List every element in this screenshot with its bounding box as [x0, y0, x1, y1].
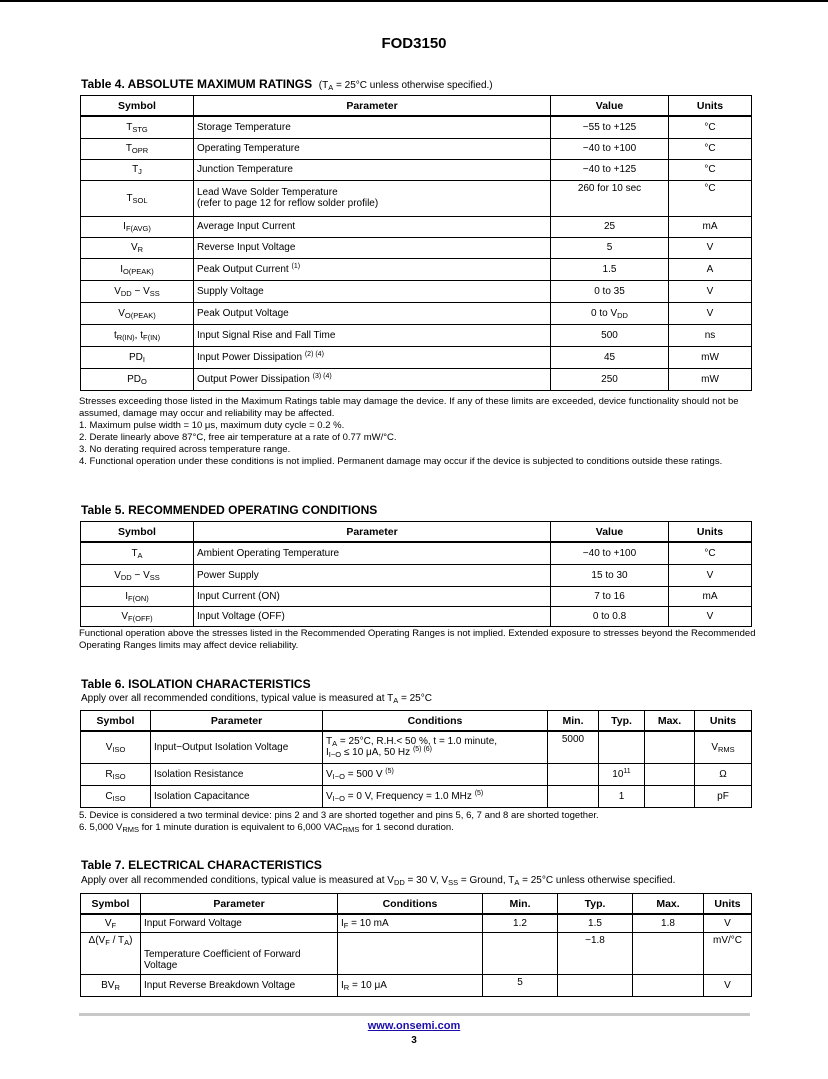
symbol-cell: $T_{OPR}$	[81, 138, 194, 159]
col-units: Units	[669, 96, 752, 117]
conditions-cell: $I_F = 10$ mA	[338, 914, 483, 932]
note-item: 3. No derating required across temperature range.	[79, 444, 291, 455]
symbol-cell: $V_{O(PEAK)}$	[81, 302, 194, 324]
table6-caption: Table 6. ISOLATION CHARACTERISTICS	[81, 677, 311, 691]
parameter-cell: Input Voltage (OFF)	[194, 606, 551, 626]
table5-note	[79, 628, 759, 652]
col-parameter: Parameter	[151, 711, 323, 732]
table-row	[81, 763, 752, 785]
max-cell	[645, 731, 695, 763]
typ-cell: $10^{11}$	[599, 763, 645, 785]
max-cell	[645, 763, 695, 785]
table-row	[81, 216, 752, 237]
table-row	[81, 280, 752, 302]
conditions-cell: $T_A = 25^\circ C$, R.H.< 50 %, t = 1.0 minute, $I_{I-O} \le 10$ μA, 50 Hz $^{(5) (6)}$	[323, 731, 548, 763]
footer-rule	[79, 1013, 750, 1016]
symbol-cell: $T_{STG}$	[81, 116, 194, 138]
value-cell: 0 to 0.8	[551, 606, 669, 626]
value-cell: 7 to 16	[551, 586, 669, 606]
table7-apply-note: Apply over all recommended conditions, typical value is measured at $V_{DD} = 30$ V, $V_{SS}$ = Ground, $T_A = 25^\circ C$ unless otherwise specified.	[81, 875, 676, 887]
value-cell: −40 to +100	[551, 138, 669, 159]
stress-note: Stresses exceeding those listed in the Maximum Ratings table may damage the device. If any of these limits are exceeded, device functionality should not be assumed, damage may occur and reliability may be affected.	[79, 396, 739, 419]
value-cell: 5	[551, 237, 669, 258]
col-min: Min.	[548, 711, 599, 732]
min-cell	[548, 763, 599, 785]
units-cell: V	[669, 564, 752, 586]
max-cell	[633, 932, 704, 974]
value-cell: 15 to 30	[551, 564, 669, 586]
symbol-cell: $I_{F(ON)}$	[81, 586, 194, 606]
units-cell: °C	[669, 159, 752, 180]
col-conditions: Conditions	[338, 894, 483, 915]
note-item: 4. Functional operation under these conditions is not implied. Permanent damage may occur if the device is subjected to conditions outside these ratings.	[79, 456, 723, 467]
note-item: 6. 5,000 $V_{RMS}$ for 1 minute duration is equivalent to 6,000 $VAC_{RMS}$ for 1 second duration.	[79, 822, 454, 834]
typ-cell	[558, 974, 633, 996]
units-cell: V	[704, 914, 752, 932]
table-row	[81, 785, 752, 807]
document-title: FOD3150	[381, 35, 447, 52]
table-row	[81, 346, 752, 368]
units-cell: mA	[669, 586, 752, 606]
value-cell: −40 to +100	[551, 542, 669, 564]
parameter-cell: Input−Output Isolation Voltage	[151, 731, 323, 763]
table-row	[81, 138, 752, 159]
note-item: 2. Derate linearly above 87°C, free air temperature at a rate of 0.77 mW/°C.	[79, 432, 397, 443]
table4-notes	[79, 396, 759, 468]
col-conditions: Conditions	[323, 711, 548, 732]
units-cell: V	[669, 606, 752, 626]
units-cell: V	[669, 302, 752, 324]
table-row	[81, 914, 752, 932]
col-max: Max.	[633, 894, 704, 915]
conditions-cell: $V_{I-O} = 0$ V, Frequency = 1.0 MHz $^{(5)}$	[323, 785, 548, 807]
units-cell: A	[669, 258, 752, 280]
page-number: 3	[411, 1035, 417, 1046]
symbol-cell: $I_{F(AVG)}$	[81, 216, 194, 237]
parameter-cell: Average Input Current	[194, 216, 551, 237]
col-symbol: Symbol	[81, 894, 141, 915]
col-symbol: Symbol	[81, 96, 194, 117]
parameter-cell: Peak Output Voltage	[194, 302, 551, 324]
table-row	[81, 302, 752, 324]
units-cell: Ω	[695, 763, 752, 785]
symbol-cell: $V_{DD} - V_{SS}$	[81, 280, 194, 302]
parameter-cell: Operating Temperature	[194, 138, 551, 159]
table-row	[81, 237, 752, 258]
units-cell: °C	[669, 542, 752, 564]
parameter-cell: Input Signal Rise and Fall Time	[194, 324, 551, 346]
table6-apply-note: Apply over all recommended conditions, typical value is measured at $T_A = 25^\circ C$	[81, 693, 432, 705]
col-value: Value	[551, 96, 669, 117]
units-cell: °C	[669, 116, 752, 138]
conditions-cell: $V_{I-O} = 500$ V $^{(5)}$	[323, 763, 548, 785]
note-item: 1. Maximum pulse width = 10 μs, maximum duty cycle = 0.2 %.	[79, 420, 345, 431]
symbol-cell: $R_{ISO}$	[81, 763, 151, 785]
value-cell: 500	[551, 324, 669, 346]
table-row	[81, 116, 752, 138]
parameter-cell: Input Reverse Breakdown Voltage	[141, 974, 338, 996]
website-link[interactable]: www.onsemi.com	[367, 1020, 461, 1032]
units-cell: pF	[695, 785, 752, 807]
value-cell: 45	[551, 346, 669, 368]
table-row	[81, 159, 752, 180]
units-cell: V	[704, 974, 752, 996]
symbol-cell: $T_J$	[81, 159, 194, 180]
table-row	[81, 542, 752, 564]
col-parameter: Parameter	[141, 894, 338, 915]
col-typ: Typ.	[558, 894, 633, 915]
table-row	[81, 324, 752, 346]
note-item: 5. Device is considered a two terminal device: pins 2 and 3 are shorted together and pins 5, 6, 7 and 8 are shorted together.	[79, 810, 599, 821]
table7-caption: Table 7. ELECTRICAL CHARACTERISTICS	[81, 858, 322, 872]
min-cell: 5	[483, 974, 558, 996]
table5-recommended-operating-conditions	[80, 521, 752, 627]
min-cell	[548, 785, 599, 807]
parameter-cell: Input Current (ON)	[194, 586, 551, 606]
units-cell: V	[669, 237, 752, 258]
symbol-cell: $T_A$	[81, 542, 194, 564]
symbol-cell: $BV_R$	[81, 974, 141, 996]
col-symbol: Symbol	[81, 711, 151, 732]
top-rule	[0, 0, 828, 2]
value-cell: −55 to +125	[551, 116, 669, 138]
symbol-cell: $t_{R(IN)}$, $t_{F(IN)}$	[81, 324, 194, 346]
conditions-cell	[338, 932, 483, 974]
table-row	[81, 586, 752, 606]
max-cell	[645, 785, 695, 807]
note-text: Functional operation above the stresses listed in the Recommended Operating Ranges is not implied. Extended exposure to stresses beyond the Recommended Operating Ranges limits may affect device reliability.	[79, 628, 756, 651]
units-cell: $V_{RMS}$	[695, 731, 752, 763]
units-cell: °C	[669, 180, 752, 216]
table4-absolute-max-ratings	[80, 95, 752, 391]
col-units: Units	[695, 711, 752, 732]
parameter-cell: Isolation Resistance	[151, 763, 323, 785]
col-max: Max.	[645, 711, 695, 732]
symbol-cell: $V_{F(OFF)}$	[81, 606, 194, 626]
parameter-cell: Supply Voltage	[194, 280, 551, 302]
parameter-cell: Storage Temperature	[194, 116, 551, 138]
parameter-cell: Output Power Dissipation $^{(3) (4)}$	[194, 368, 551, 390]
table-row	[81, 606, 752, 626]
units-cell: mW	[669, 368, 752, 390]
units-cell: V	[669, 280, 752, 302]
parameter-cell: Input Forward Voltage	[141, 914, 338, 932]
table-row	[81, 564, 752, 586]
table-row	[81, 368, 752, 390]
col-parameter: Parameter	[194, 522, 551, 543]
symbol-cell: $T_{SOL}$	[81, 180, 194, 216]
parameter-cell: Isolation Capacitance	[151, 785, 323, 807]
table-row	[81, 180, 752, 216]
table5-caption: Table 5. RECOMMENDED OPERATING CONDITIONS	[81, 503, 378, 517]
parameter-cell: Temperature Coefficient of Forward Voltage	[141, 932, 338, 974]
col-min: Min.	[483, 894, 558, 915]
units-cell: mA	[669, 216, 752, 237]
col-parameter: Parameter	[194, 96, 551, 117]
notes-list	[79, 420, 759, 468]
parameter-cell: Peak Output Current $^{(1)}$	[194, 258, 551, 280]
min-cell: 1.2	[483, 914, 558, 932]
typ-cell: −1.8	[558, 932, 633, 974]
max-cell	[633, 974, 704, 996]
conditions-cell: $I_R = 10$ μA	[338, 974, 483, 996]
value-cell: 0 to $V_{DD}$	[551, 302, 669, 324]
table7-electrical-characteristics	[80, 893, 752, 997]
col-value: Value	[551, 522, 669, 543]
typ-cell: 1.5	[558, 914, 633, 932]
col-units: Units	[669, 522, 752, 543]
table6-isolation-characteristics	[80, 710, 752, 808]
table-row	[81, 731, 752, 763]
max-cell: 1.8	[633, 914, 704, 932]
symbol-cell: $PD_I$	[81, 346, 194, 368]
typ-cell: 1	[599, 785, 645, 807]
units-cell: mW	[669, 346, 752, 368]
symbol-cell: $PD_O$	[81, 368, 194, 390]
symbol-cell: $C_{ISO}$	[81, 785, 151, 807]
symbol-cell: $\Delta(V_F / T_A)$	[81, 932, 141, 974]
symbol-cell: $I_{O(PEAK)}$	[81, 258, 194, 280]
table6-notes	[79, 810, 759, 834]
symbol-cell: $V_R$	[81, 237, 194, 258]
min-cell: 5000	[548, 731, 599, 763]
min-cell	[483, 932, 558, 974]
value-cell: 1.5	[551, 258, 669, 280]
col-units: Units	[704, 894, 752, 915]
typ-cell	[599, 731, 645, 763]
parameter-cell: Power Supply	[194, 564, 551, 586]
table-row	[81, 932, 752, 974]
col-symbol: Symbol	[81, 522, 194, 543]
notes-list	[79, 810, 759, 834]
table-row	[81, 974, 752, 996]
symbol-cell: $V_{DD} - V_{SS}$	[81, 564, 194, 586]
symbol-cell: $V_{ISO}$	[81, 731, 151, 763]
value-cell: 260 for 10 sec	[551, 180, 669, 216]
table-row	[81, 258, 752, 280]
symbol-cell: $V_F$	[81, 914, 141, 932]
value-cell: 25	[551, 216, 669, 237]
parameter-cell: Reverse Input Voltage	[194, 237, 551, 258]
parameter-cell: Input Power Dissipation $^{(2) (4)}$	[194, 346, 551, 368]
value-cell: 250	[551, 368, 669, 390]
parameter-cell: Junction Temperature	[194, 159, 551, 180]
value-cell: 0 to 35	[551, 280, 669, 302]
parameter-cell: Ambient Operating Temperature	[194, 542, 551, 564]
value-cell: −40 to +125	[551, 159, 669, 180]
units-cell: mV/°C	[704, 932, 752, 974]
col-typ: Typ.	[599, 711, 645, 732]
units-cell: ns	[669, 324, 752, 346]
table4-caption: Table 4. ABSOLUTE MAXIMUM RATINGS ($T_A = 25^\circ C$ unless otherwise specified.)	[81, 77, 493, 92]
parameter-cell: Lead Wave Solder Temperature (refer to page 12 for reflow solder profile)	[194, 180, 551, 216]
units-cell: °C	[669, 138, 752, 159]
